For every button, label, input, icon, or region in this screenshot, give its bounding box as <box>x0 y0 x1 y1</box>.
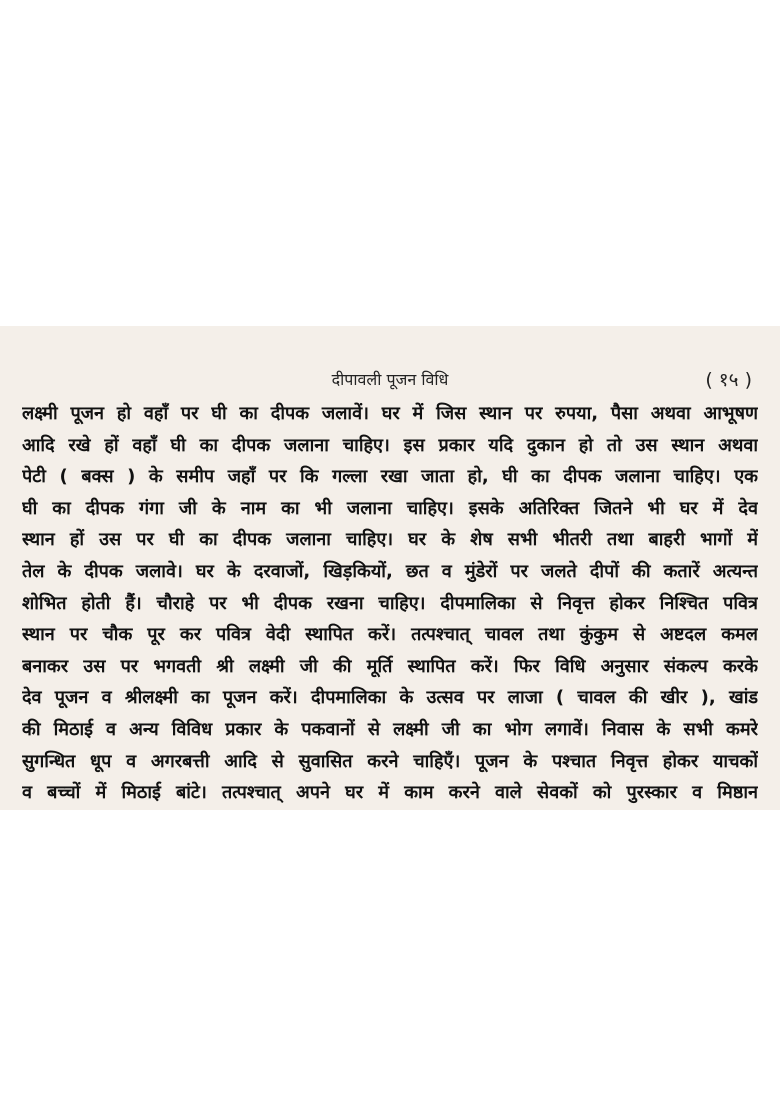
text-line: स्थान पर चौक पूर कर पवित्र वेदी स्थापित करें। तत्पश्चात् चावल तथा कुंकुम से अष्टदल कमल <box>22 624 758 646</box>
running-title: दीपावली पूजन विधि <box>331 370 449 389</box>
text-line: बनाकर उस पर भगवती श्री लक्ष्मी जी की मूर्ति स्थापित करें। फिर विधि अनुसार संकल्प करके <box>22 655 758 677</box>
text-line: की मिठाई व अन्य विविध प्रकार के पकवानों से लक्ष्मी जी का भोग लगावें। निवास के सभी कमरे <box>22 718 758 740</box>
text-line: शोभित होती हैं। चौराहे पर भी दीपक रखना चाहिए। दीपमालिका से निवृत्त होकर निश्चित पवित्र <box>22 592 758 614</box>
body-paragraph <box>22 398 758 809</box>
text-line: व बच्चों में मिठाई बांटे। तत्पश्चात् अपने घर में काम करने वाले सेवकों को पुरस्कार व मिष्ठान <box>22 782 758 804</box>
text-line: देव पूजन व श्रीलक्ष्मी का पूजन करें। दीपमालिका के उत्सव पर लाजा ( चावल की खीर ), खांड <box>22 687 758 709</box>
text-line: स्थान हों उस पर घी का दीपक जलाना चाहिए। घर के शेष सभी भीतरी तथा बाहरी भागों में <box>22 529 758 551</box>
scanned-page <box>0 326 780 810</box>
page-header <box>0 368 780 394</box>
text-line: सुगन्धित धूप व अगरबत्ती आदि से सुवासित करने चाहिएँ। पूजन के पश्चात निवृत्त होकर याचकों <box>22 750 758 772</box>
page-number: ( १५ ) <box>705 369 752 391</box>
text-line: आदि रखे हों वहाँ घी का दीपक जलाना चाहिए। इस प्रकार यदि दुकान हो तो उस स्थान अथवा <box>22 434 758 456</box>
text-line: घी का दीपक गंगा जी के नाम का भी जलाना चाहिए। इसके अतिरिक्त जितने भी घर में देव <box>22 497 758 519</box>
text-line: तेल के दीपक जलावे। घर के दरवाजों, खिड़कियों, छत व मुंडेरों पर जलते दीपों की कतारें अत्यन्त <box>22 560 758 582</box>
text-line: लक्ष्मी पूजन हो वहाँ पर घी का दीपक जलावें। घर में जिस स्थान पर रुपया, पैसा अथवा आभूषण <box>22 403 758 424</box>
text-line: पेटी ( बक्स ) के समीप जहाँ पर कि गल्ला रखा जाता हो, घी का दीपक जलाना चाहिए। एक <box>22 466 758 488</box>
